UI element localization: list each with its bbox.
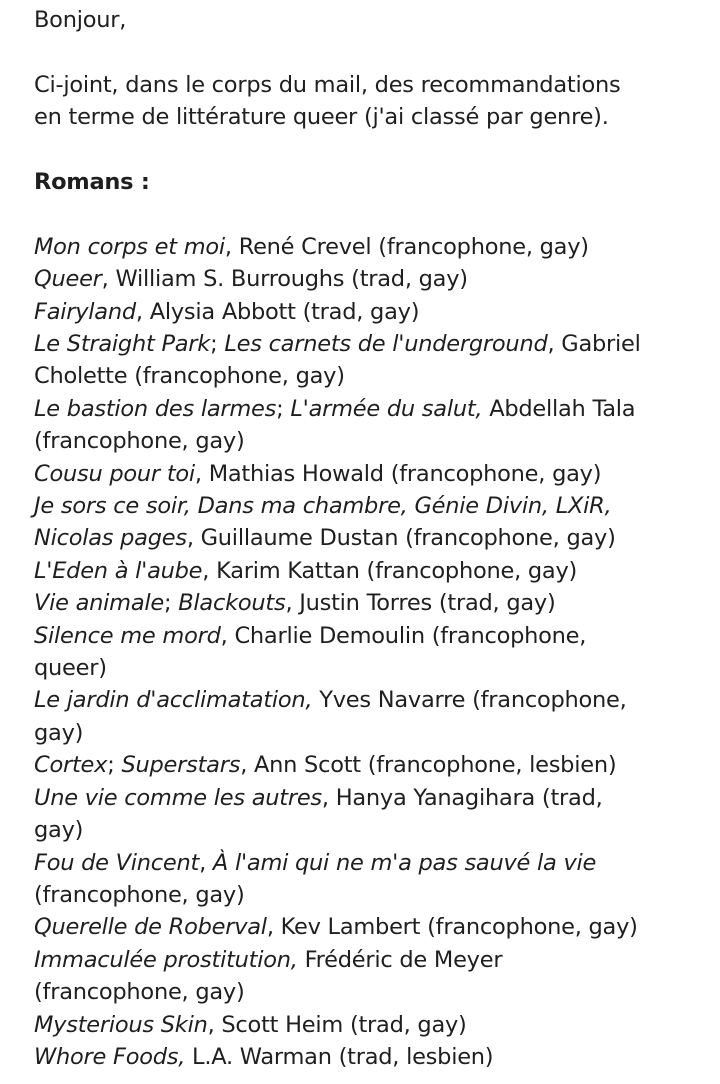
book-details: Frédéric de Meyer — [297, 946, 503, 973]
book-entry-line — [34, 944, 720, 976]
book-title: Une vie comme les autres — [34, 784, 322, 811]
book-entry — [34, 296, 720, 328]
book-details: , Karim Kattan (francophone, gay) — [202, 557, 578, 584]
book-entry — [34, 944, 720, 1009]
book-entry — [34, 1009, 720, 1041]
book-details: , Kev Lambert (francophone, gay) — [266, 914, 638, 941]
book-title: Silence me mord — [34, 622, 221, 649]
book-title: Whore Foods, — [34, 1043, 186, 1070]
book-entry-line — [34, 522, 720, 554]
book-entry-line — [34, 652, 720, 684]
book-title: Immaculée prostitution, — [34, 946, 298, 973]
book-entry — [34, 587, 720, 619]
book-title: Je sors ce soir, Dans ma chambre, Génie Divin, LXiR, — [34, 493, 612, 520]
book-details: , Gabriel — [547, 331, 641, 358]
book-details: (francophone, gay) — [34, 428, 245, 455]
book-title: Le bastion des larmes — [34, 395, 277, 422]
intro-line: Ci-joint, dans le corps du mail, des recommandations — [34, 71, 621, 98]
book-title: Vie animale — [34, 590, 164, 617]
book-entry-line — [34, 976, 720, 1008]
book-entry — [34, 847, 720, 912]
book-details: L.A. Warman (trad, lesbien) — [185, 1043, 494, 1070]
book-entry-line — [34, 782, 720, 814]
section-heading — [34, 166, 720, 198]
book-details: , Charlie Demoulin (francophone, — [220, 622, 587, 649]
book-title: Cousu pour toi — [34, 460, 195, 487]
book-entry-line — [34, 393, 720, 425]
book-entry — [34, 490, 720, 555]
book-entry-line — [34, 1041, 720, 1073]
book-entry — [34, 555, 720, 587]
book-entry — [34, 911, 720, 943]
book-entry-line — [34, 879, 720, 911]
book-details: , Alysia Abbott (trad, gay) — [135, 298, 420, 325]
book-entry-line — [34, 231, 720, 263]
book-title: Querelle de Roberval — [34, 914, 267, 941]
book-details: , René Crevel (francophone, gay) — [224, 233, 589, 260]
section-title: Romans : — [34, 169, 150, 195]
book-details: Abdellah Tala — [482, 395, 636, 422]
intro-line: en terme de littérature queer (j'ai classé par genre). — [34, 104, 609, 131]
book-entry-line — [34, 717, 720, 749]
book-title: Cortex — [34, 752, 108, 779]
book-title: Le jardin d'acclimatation, — [34, 687, 313, 714]
book-details: (francophone, gay) — [34, 979, 245, 1006]
book-details: , — [199, 849, 213, 876]
book-entry — [34, 1041, 720, 1073]
book-title: Mysterious Skin — [34, 1011, 208, 1038]
book-details: ; — [210, 331, 225, 358]
book-details: gay) — [34, 719, 84, 746]
book-entry-line — [34, 587, 720, 619]
book-entry-line — [34, 1009, 720, 1041]
book-entry — [34, 684, 720, 749]
book-details: , Guillaume Dustan (francophone, gay) — [186, 525, 616, 552]
book-title: Queer — [34, 266, 102, 293]
book-details: , Ann Scott (francophone, lesbien) — [240, 752, 617, 779]
book-entry — [34, 328, 720, 393]
book-details: , Mathias Howald (francophone, gay) — [194, 460, 602, 487]
book-title: Les carnets de l'underground — [224, 331, 548, 358]
book-title: Fou de Vincent — [34, 849, 200, 876]
book-details: ; — [107, 752, 122, 779]
book-entry-line — [34, 425, 720, 457]
book-title: Superstars — [121, 752, 241, 779]
greeting — [34, 4, 720, 36]
book-title: Blackouts — [178, 590, 286, 617]
book-details: , William S. Burroughs (trad, gay) — [101, 266, 468, 293]
book-details: gay) — [34, 817, 84, 844]
book-entry — [34, 749, 720, 781]
book-entry-line — [34, 263, 720, 295]
book-entry — [34, 458, 720, 490]
book-title: Le Straight Park — [34, 331, 211, 358]
intro-paragraph — [34, 69, 720, 134]
book-entry — [34, 620, 720, 685]
book-entry — [34, 263, 720, 295]
book-entry-line — [34, 684, 720, 716]
book-details: Yves Navarre (francophone, — [312, 687, 627, 714]
book-entry-line — [34, 555, 720, 587]
book-details: ; — [164, 590, 179, 617]
book-details: (francophone, gay) — [34, 881, 245, 908]
book-entry-line — [34, 296, 720, 328]
book-details: ; — [276, 395, 291, 422]
book-title: L'armée du salut, — [290, 395, 483, 422]
book-entry-line — [34, 458, 720, 490]
book-entry-line — [34, 328, 720, 360]
book-details: Cholette (francophone, gay) — [34, 363, 345, 390]
book-entry-line — [34, 911, 720, 943]
book-entry-line — [34, 749, 720, 781]
book-title: Mon corps et moi — [34, 233, 225, 260]
greeting-text: Bonjour, — [34, 7, 127, 33]
book-entry — [34, 782, 720, 847]
book-details: , Hanya Yanagihara (trad, — [321, 784, 603, 811]
book-list — [34, 231, 720, 1074]
book-entry-line — [34, 490, 720, 522]
book-entry-line — [34, 360, 720, 392]
book-entry — [34, 231, 720, 263]
book-entry-line — [34, 847, 720, 879]
book-details: , Scott Heim (trad, gay) — [207, 1011, 467, 1038]
book-title: L'Eden à l'aube — [34, 557, 203, 584]
book-title: Fairyland — [34, 298, 136, 325]
book-details: , Justin Torres (trad, gay) — [285, 590, 556, 617]
book-entry — [34, 393, 720, 458]
book-details: queer) — [34, 655, 107, 682]
book-entry-line — [34, 814, 720, 846]
book-entry-line — [34, 620, 720, 652]
book-title: Nicolas pages — [34, 525, 187, 552]
book-title: À l'ami qui ne m'a pas sauvé la vie — [212, 849, 597, 876]
